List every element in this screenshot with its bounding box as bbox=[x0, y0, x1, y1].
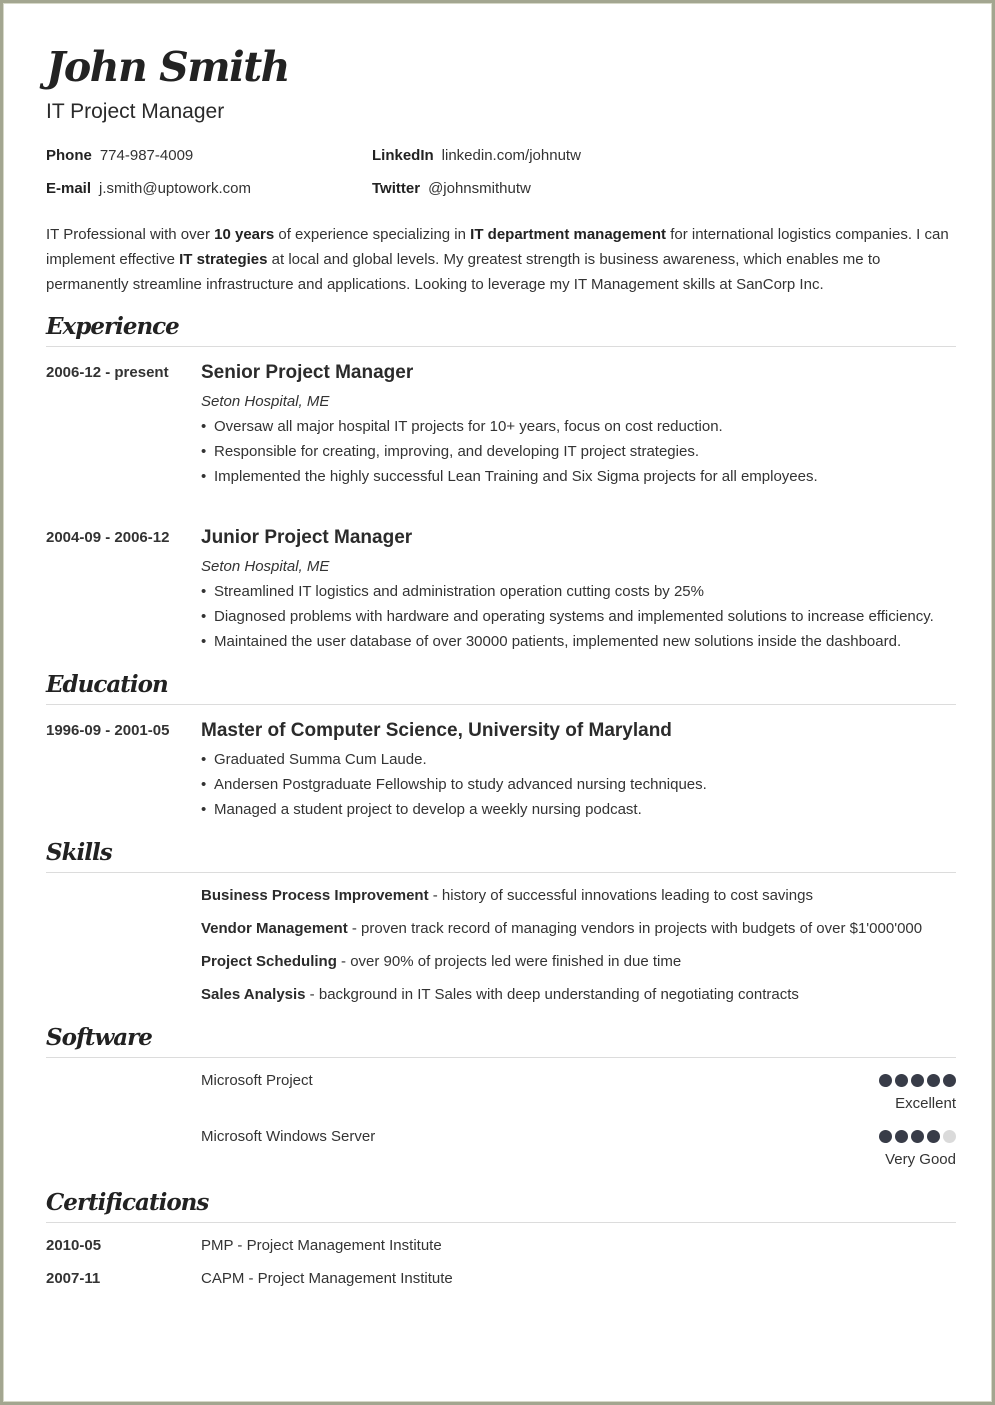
education-title: Master of Computer Science, University of Maryland bbox=[201, 720, 672, 741]
experience-bullets bbox=[201, 414, 818, 489]
section-title-education: Education bbox=[46, 671, 168, 698]
summary-highlight: 10 years bbox=[214, 226, 275, 243]
skill-name: Sales Analysis bbox=[201, 986, 306, 1003]
list-item: • Implemented the highly successful Lean Training and Six Sigma projects for all employees. bbox=[201, 464, 818, 489]
skill-name: Vendor Management bbox=[201, 920, 348, 937]
certification-name: CAPM - Project Management Institute bbox=[201, 1270, 453, 1287]
certification-name: PMP - Project Management Institute bbox=[201, 1237, 442, 1254]
email-label: E-mail bbox=[46, 180, 92, 197]
experience-title: Junior Project Manager bbox=[201, 527, 413, 548]
list-item: • Graduated Summa Cum Laude. bbox=[201, 747, 707, 772]
software-name: Microsoft Project bbox=[201, 1072, 313, 1089]
rating-dots bbox=[879, 1130, 956, 1143]
email-value[interactable]: j.smith@uptowork.com bbox=[99, 180, 251, 197]
contact-phone bbox=[46, 147, 193, 164]
list-item: • Diagnosed problems with hardware and operating systems and implemented solutions to increase efficiency. bbox=[201, 604, 934, 629]
rating-dot-filled bbox=[895, 1074, 908, 1087]
experience-date: 2004-09 - 2006-12 bbox=[46, 529, 170, 546]
contact-twitter bbox=[372, 180, 531, 197]
education-date: 1996-09 - 2001-05 bbox=[46, 722, 170, 739]
twitter-label: Twitter bbox=[372, 180, 421, 197]
summary-text: IT Professional with over bbox=[46, 226, 215, 243]
summary-text: at local and global levels. My greatest strength is business awareness, which enables me to permanently streamline infrastructure and applications. Looking to leverage my IT Management skills at SanCorp Inc. bbox=[46, 251, 881, 293]
list-item: • Andersen Postgraduate Fellowship to study advanced nursing techniques. bbox=[201, 772, 707, 797]
skill-name: Business Process Improvement bbox=[201, 887, 429, 904]
skill-desc: - history of successful innovations leading to cost savings bbox=[428, 887, 813, 904]
rating-dot-filled bbox=[927, 1130, 940, 1143]
contact-linkedin bbox=[372, 147, 581, 164]
twitter-value[interactable]: @johnsmithutw bbox=[428, 180, 531, 197]
section-title-software: Software bbox=[46, 1024, 152, 1051]
summary-highlight: IT department management bbox=[470, 226, 667, 243]
list-item: • Managed a student project to develop a weekly nursing podcast. bbox=[201, 797, 707, 822]
rating-dot-filled bbox=[911, 1074, 924, 1087]
software-level: Very Good bbox=[885, 1151, 956, 1168]
skill-desc: - background in IT Sales with deep understanding of negotiating contracts bbox=[305, 986, 799, 1003]
section-divider bbox=[46, 1222, 956, 1223]
summary-text: of experience specializing in bbox=[274, 226, 471, 243]
experience-bullets bbox=[201, 579, 934, 654]
contact-block bbox=[46, 147, 956, 207]
section-divider bbox=[46, 704, 956, 705]
experience-org: Seton Hospital, ME bbox=[201, 558, 330, 575]
section-title-certifications: Certifications bbox=[46, 1189, 209, 1216]
section-divider bbox=[46, 872, 956, 873]
list-item: • Responsible for creating, improving, and developing IT project strategies. bbox=[201, 439, 818, 464]
rating-dot-filled bbox=[927, 1074, 940, 1087]
section-title-skills: Skills bbox=[46, 839, 112, 866]
skill-name: Project Scheduling bbox=[201, 953, 337, 970]
skill-item bbox=[201, 887, 813, 904]
experience-title: Senior Project Manager bbox=[201, 362, 414, 383]
summary-highlight: IT strategies bbox=[179, 251, 268, 268]
linkedin-label: LinkedIn bbox=[372, 147, 434, 164]
education-bullets bbox=[201, 747, 707, 822]
rating-dot-filled bbox=[943, 1074, 956, 1087]
experience-date: 2006-12 - present bbox=[46, 364, 169, 381]
experience-org: Seton Hospital, ME bbox=[201, 393, 330, 410]
rating-dot-empty bbox=[943, 1130, 956, 1143]
candidate-name: John Smith bbox=[46, 43, 289, 91]
phone-value: 774-987-4009 bbox=[99, 147, 194, 164]
list-item: • Maintained the user database of over 30000 patients, implemented new solutions inside the dashboard. bbox=[201, 629, 934, 654]
certification-date: 2007-11 bbox=[46, 1270, 101, 1287]
section-divider bbox=[46, 1057, 956, 1058]
phone-label: Phone bbox=[46, 147, 92, 164]
linkedin-value[interactable]: linkedin.com/johnutw bbox=[441, 147, 581, 164]
rating-dots bbox=[879, 1074, 956, 1087]
rating-dot-filled bbox=[911, 1130, 924, 1143]
section-title-experience: Experience bbox=[46, 313, 179, 340]
rating-dot-filled bbox=[895, 1130, 908, 1143]
skill-item bbox=[201, 920, 922, 937]
skill-item bbox=[201, 986, 799, 1003]
summary-text: for international logistics companies. I can implement effective bbox=[46, 226, 949, 268]
professional-summary bbox=[46, 222, 956, 297]
skill-item bbox=[201, 953, 681, 970]
software-name: Microsoft Windows Server bbox=[201, 1128, 376, 1145]
skill-desc: - over 90% of projects led were finished in due time bbox=[336, 953, 682, 970]
skill-desc: - proven track record of managing vendors in projects with budgets of over $1'000'000 bbox=[347, 920, 923, 937]
list-item: • Streamlined IT logistics and administration operation cutting costs by 25% bbox=[201, 579, 934, 604]
software-level: Excellent bbox=[895, 1095, 956, 1112]
section-divider bbox=[46, 346, 956, 347]
certification-date: 2010-05 bbox=[46, 1237, 102, 1254]
candidate-role: IT Project Manager bbox=[46, 100, 225, 123]
list-item: • Oversaw all major hospital IT projects for 10+ years, focus on cost reduction. bbox=[201, 414, 818, 439]
rating-dot-filled bbox=[879, 1074, 892, 1087]
rating-dot-filled bbox=[879, 1130, 892, 1143]
contact-email bbox=[46, 180, 251, 197]
